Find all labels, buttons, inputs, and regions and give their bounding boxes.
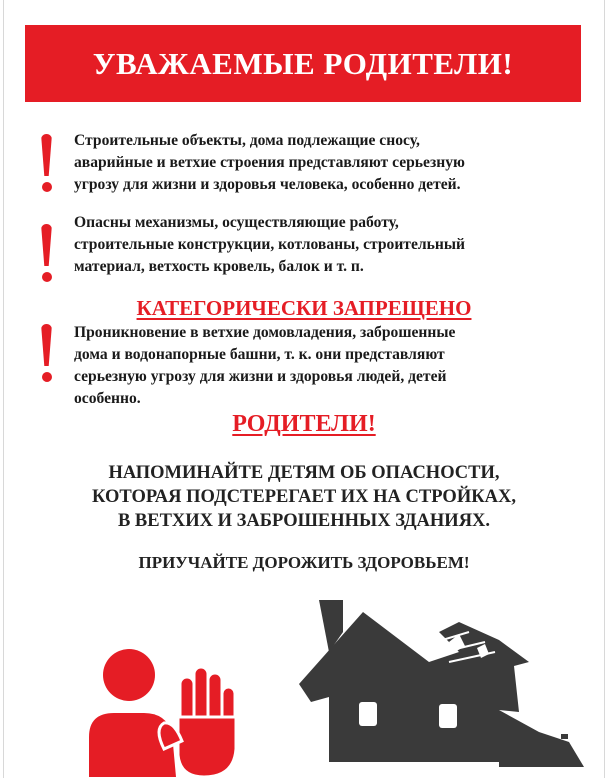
reminder-text (4, 461, 604, 533)
text-line: аварийные и ветхие строения представляют серьезную (74, 154, 465, 171)
parents-heading: РОДИТЕЛИ! (232, 411, 376, 437)
text-line: угрозу для жизни и здоровья человека, особенно детей. (74, 176, 461, 193)
text-line: Строительные объекты, дома подлежащие сносу, (74, 132, 420, 149)
banner-title: УВАЖАЕМЫЕ РОДИТЕЛИ! (92, 45, 514, 81)
warning-text-2 (74, 212, 580, 278)
text-line: материал, ветхость кровель, балок и т. п. (74, 258, 364, 275)
warning-block-1 (40, 130, 580, 196)
warning-block-2 (40, 212, 580, 278)
health-call: ПРИУЧАЙТЕ ДОРОЖИТЬ ЗДОРОВЬЕМ! (138, 553, 470, 572)
poster (3, 0, 605, 778)
text-line: строительные конструкции, котлованы, строительный (74, 236, 466, 253)
ruined-house-icon (299, 592, 584, 777)
text-line: серьезную угрозу для жизни и здоровья людей, детей (74, 368, 447, 385)
text-line: Проникновение в ветхие домовладения, заброшенные (74, 324, 456, 341)
text-line: особенно. (74, 390, 141, 407)
text-line: НАПОМИНАЙТЕ ДЕТЯМ ОБ ОПАСНОСТИ, (108, 463, 500, 483)
warning-block-3 (40, 322, 580, 410)
forbidden-heading: КАТЕГОРИЧЕСКИ ЗАПРЕЩЕНО (136, 296, 472, 320)
text-line: В ВЕТХИХ И ЗАБРОШЕННЫХ ЗДАНИЯХ. (117, 511, 491, 531)
title-banner (25, 25, 581, 102)
warning-text-3 (74, 322, 580, 410)
stop-hand-person-icon (84, 637, 264, 777)
warning-text-1 (74, 130, 580, 196)
text-line: КОТОРАЯ ПОДСТЕРЕГАЕТ ИХ НА СТРОЙКАХ, (92, 487, 516, 507)
text-line: дома и водонапорные башни, т. к. они представляют (74, 346, 445, 363)
text-line: Опасны механизмы, осуществляющие работу, (74, 214, 399, 231)
